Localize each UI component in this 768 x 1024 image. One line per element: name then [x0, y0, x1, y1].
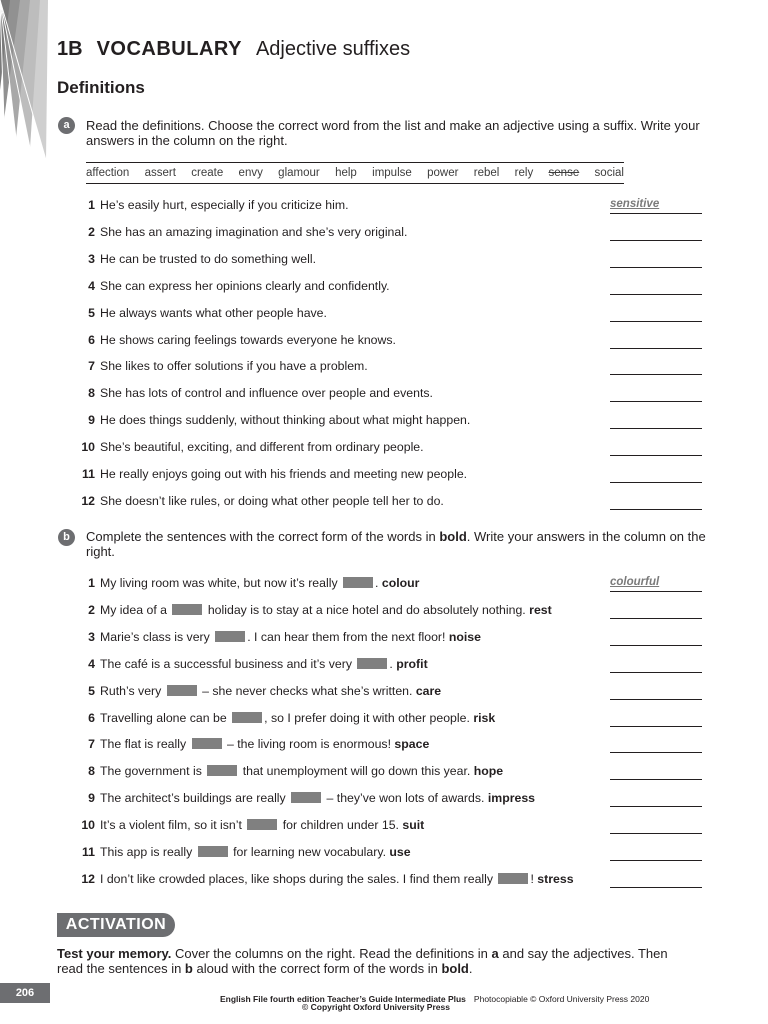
definition-text: She has lots of control and influence over people and events. [100, 386, 433, 401]
decorative-fan-graphic [0, 0, 50, 170]
part-a-badge: a [58, 117, 75, 134]
word-list-item: create [191, 167, 224, 179]
sentence-before: The flat is really [100, 737, 187, 752]
item-number: 9 [88, 791, 95, 806]
sentence-text [100, 737, 429, 751]
definition-text: She’s beautiful, exciting, and different from ordinary people. [100, 440, 424, 455]
part-b-instructions-text-2: . Write your answers in the column on the right. [86, 529, 706, 559]
word-list-box [86, 162, 624, 184]
definition-text: She can express her opinions clearly and confidently. [100, 278, 390, 293]
word-list-item: assert [144, 167, 176, 179]
part-b-instructions-text-1: Complete the sentences with the correct form of the words in [86, 529, 440, 544]
word-list-item: rely [514, 167, 534, 179]
item-number: 11 [82, 467, 95, 481]
answer-line [610, 630, 702, 646]
sentence-row [72, 630, 702, 648]
bold-word: space [394, 737, 430, 752]
part-a-instructions: Read the definitions. Choose the correct word from the list and make an adjective using a suffix. Write your answers in the column on the right. [86, 118, 700, 148]
definition-text: She likes to offer solutions if you have a problem. [100, 359, 368, 374]
sentence-after: . [375, 576, 379, 590]
unit-name: VOCABULARY [96, 38, 242, 60]
definition-row [72, 440, 702, 458]
answer-line [610, 818, 702, 834]
sentence-after: . I can hear them from the next floor! [247, 629, 446, 644]
sentence-before: The architect’s buildings are really [100, 791, 286, 806]
sentence-after: that unemployment will go down this year. [242, 764, 471, 779]
item-number: 3 [88, 629, 95, 644]
sentence-after: – she never checks what she’s written. [202, 683, 413, 698]
definition-row [72, 306, 702, 324]
definition-row [72, 386, 702, 404]
sentence-text [100, 791, 535, 805]
answer-line [610, 386, 702, 402]
item-number: 1 [88, 198, 95, 212]
bold-word: hope [473, 764, 504, 779]
item-number: 12 [81, 493, 95, 508]
word-list-item: affection [86, 167, 130, 179]
item-number: 2 [88, 602, 95, 617]
blank-gap [172, 604, 202, 615]
word-list-item: glamour [278, 167, 320, 179]
sentence-before: It’s a violent film, so it isn’t [100, 818, 242, 833]
answer-line [610, 440, 702, 456]
answer-line [610, 764, 702, 780]
definition-row [72, 198, 702, 216]
definition-text: She has an amazing imagination and she’s very original. [100, 224, 408, 239]
blank-gap [343, 577, 373, 588]
item-number: 3 [88, 251, 95, 266]
definition-row [72, 279, 702, 297]
blank-gap [207, 765, 237, 776]
part-b-instructions-bold: bold [439, 529, 467, 544]
activation-text-1: Cover the columns on the right. Read the definitions in [171, 946, 492, 961]
item-number: 8 [88, 764, 95, 779]
sentence-text [100, 818, 424, 832]
word-list-item: rebel [473, 167, 500, 179]
bold-word: suit [402, 818, 425, 833]
bold-word: rest [529, 602, 552, 617]
blank-gap [167, 685, 197, 696]
definition-text: He shows caring feelings towards everyone he knows. [100, 332, 396, 347]
sentence-before: Ruth’s very [100, 683, 162, 698]
sentence-text [100, 576, 419, 590]
activation-text [57, 946, 697, 976]
part-b-instructions [86, 529, 706, 559]
sentence-after: for children under 15. [282, 818, 399, 833]
activation-bold-word: bold [441, 961, 469, 976]
activation-lead: Test your memory. [57, 946, 172, 961]
sentence-text [100, 657, 428, 671]
answer-line [610, 279, 702, 295]
sentence-row [72, 576, 702, 594]
sentence-row [72, 791, 702, 809]
item-number: 7 [88, 737, 95, 752]
sentence-row [72, 657, 702, 675]
sentence-after: – they’ve won lots of awards. [326, 791, 485, 806]
definition-text: He can be trusted to do something well. [100, 251, 317, 266]
sentence-row [72, 684, 702, 702]
sentence-after: – the living room is enormous! [226, 737, 391, 752]
blank-gap [247, 819, 277, 830]
sentence-text [100, 845, 411, 859]
word-list-item: sense [548, 167, 580, 179]
sentence-before: Marie’s class is very [100, 629, 210, 644]
item-number: 8 [88, 386, 95, 401]
definition-text: He’s easily hurt, especially if you criticize him. [100, 198, 349, 212]
blank-gap [192, 738, 222, 749]
sentence-before: I don’t like crowded places, like shops during the sales. I find them really [100, 871, 494, 886]
item-number: 10 [81, 818, 95, 833]
item-number: 10 [81, 440, 95, 455]
answer-line [610, 657, 702, 673]
sentence-before: My living room was white, but now it’s really [100, 576, 338, 590]
sentence-text [100, 684, 441, 698]
blank-gap [291, 792, 321, 803]
item-number: 12 [81, 871, 95, 886]
answer-line [610, 252, 702, 268]
footer-copyright: © Copyright Oxford University Press [302, 1002, 450, 1012]
part-b-badge: b [58, 529, 75, 546]
bold-word: colour [381, 576, 420, 590]
sentence-row [72, 603, 702, 621]
answer-line [610, 467, 702, 483]
sentence-text [100, 872, 574, 886]
word-list-item: social [594, 167, 624, 179]
definition-text: He does things suddenly, without thinking about what might happen. [100, 413, 471, 428]
item-number: 11 [82, 845, 95, 859]
item-number: 9 [88, 413, 95, 428]
sentence-after: holiday is to stay at a nice hotel and do absolutely nothing. [207, 602, 526, 617]
word-list-item: power [427, 167, 459, 179]
answer-line [610, 737, 702, 753]
sentence-after: ! [530, 871, 534, 886]
sentence-text [100, 711, 495, 725]
word-list-item: envy [238, 167, 263, 179]
activation-label: ACTIVATION [57, 913, 175, 937]
sentence-after: for learning new vocabulary. [233, 845, 386, 859]
sentence-before: My idea of a [100, 602, 167, 617]
answer-line [610, 306, 702, 322]
definition-text: She doesn’t like rules, or doing what other people tell her to do. [100, 493, 444, 508]
definition-text: He really enjoys going out with his friends and meeting new people. [100, 467, 468, 481]
item-number: 6 [88, 710, 95, 725]
sentence-row [72, 845, 702, 863]
answer-line [610, 603, 702, 619]
blank-gap [498, 873, 528, 884]
definition-row [72, 225, 702, 243]
blank-gap [357, 658, 387, 669]
definition-row [72, 413, 702, 431]
bold-word: noise [448, 629, 481, 644]
sentence-before: The café is a successful business and it’s very [100, 656, 352, 671]
answer-line: sensitive [610, 198, 702, 214]
sentence-before: Travelling alone can be [100, 710, 227, 725]
word-list-item: help [335, 167, 357, 179]
sentence-row [72, 764, 702, 782]
definition-row [72, 494, 702, 512]
sentence-row [72, 737, 702, 755]
bold-word: stress [537, 871, 574, 886]
definition-row [72, 467, 702, 485]
page-title [57, 38, 410, 61]
blank-gap [198, 846, 228, 857]
answer-line [610, 333, 702, 349]
definition-row [72, 359, 702, 377]
sentence-after: , so I prefer doing it with other people. [264, 710, 470, 725]
activation-text-3: aloud with the correct form of the words in [192, 961, 442, 976]
bold-word: risk [473, 710, 496, 725]
item-number: 7 [88, 359, 95, 374]
item-number: 4 [88, 656, 95, 671]
sentence-row [72, 711, 702, 729]
item-number: 5 [88, 683, 95, 698]
sentence-row [72, 872, 702, 890]
answer-line [610, 872, 702, 888]
answer-line [610, 711, 702, 727]
item-number: 5 [88, 305, 95, 320]
sentence-after: . [389, 656, 393, 671]
activation-text-2: and say the adjectives. Then read the sentences in [57, 946, 668, 976]
sentence-text [100, 603, 552, 617]
section-heading: Definitions [57, 78, 145, 97]
activation-a: a [491, 946, 499, 961]
footer-edition: English File fourth edition Teacher’s Guide Intermediate Plus [220, 994, 466, 1004]
answer-line [610, 225, 702, 241]
bold-word: profit [396, 656, 428, 671]
sentence-row [72, 818, 702, 836]
answer-line [610, 684, 702, 700]
footer-photocopiable: Photocopiable © Oxford University Press 2020 [473, 994, 650, 1004]
unit-subtitle: Adjective suffixes [255, 38, 411, 60]
answer-line: colourful [610, 576, 702, 592]
item-number: 6 [88, 332, 95, 347]
bold-word: impress [487, 791, 536, 806]
blank-gap [215, 631, 245, 642]
bold-word: use [389, 845, 411, 859]
activation-b: b [184, 961, 193, 976]
answer-line [610, 845, 702, 861]
answer-line [610, 413, 702, 429]
word-list-item: impulse [372, 167, 412, 179]
sentence-text [100, 630, 481, 644]
item-number: 1 [88, 576, 95, 590]
answer-line [610, 359, 702, 375]
definition-row [72, 333, 702, 351]
answer-line [610, 494, 702, 510]
sentence-before: This app is really [100, 845, 193, 859]
sentence-before: The government is [100, 764, 202, 779]
definition-text: He always wants what other people have. [100, 305, 327, 320]
definition-row [72, 252, 702, 270]
page-number: 206 [0, 983, 50, 1003]
blank-gap [232, 712, 262, 723]
item-number: 4 [88, 278, 95, 293]
bold-word: care [415, 683, 442, 698]
activation-text-4: . [468, 961, 473, 976]
unit-code: 1B [57, 38, 83, 60]
item-number: 2 [88, 224, 95, 239]
sentence-text [100, 764, 503, 778]
answer-line [610, 791, 702, 807]
